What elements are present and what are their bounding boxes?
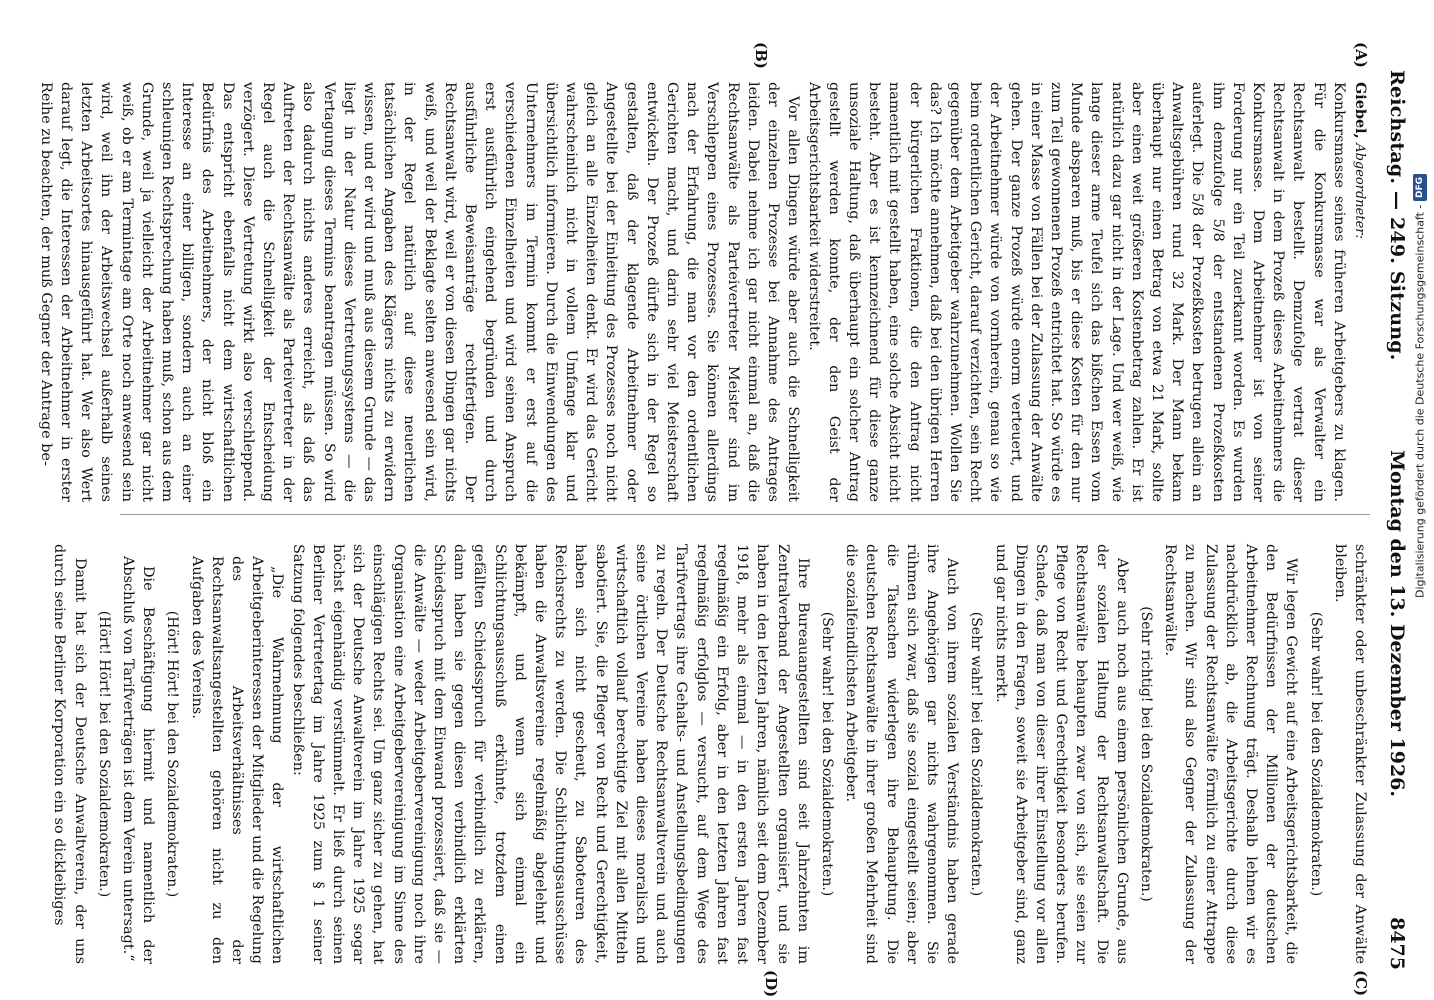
- paragraph: Vor allen Dingen würde aber auch die Schnelligkeit der einzelnen Prozesse bei Annahme des Antrages leiden. Dabei nehme ich gar nicht einmal an, daß die Rechtsanwälte als Parteivertreter Meister sind im Verschleppen eines Prozesses. Sie können allerdings nach der Erfahrung, die man vor den ordentlichen Gerichten macht, und darin sehr viel Meisterschaft entwickeln. Der Prozeß dürfte sich in der Regel so gestalten, daß der klagende Arbeitnehmer oder Angestellte bei der Einleitung des Prozesses noch nicht gleich an alle Einzelheiten denkt. Er wird das Gericht wahrscheinlich nicht in vollem Umfange klar und übersichtlich informieren. Durch die Einwendungen des Unternehmers im Termin kommt er erst auf die verschiedenen Einzelheiten und wird seinen Anspruch erst ausführlich eingehend begründen und durch ausführliche Beweisanträge rechtfertigen. Der Rechtsanwalt wird, weil er von diesen Dingen gar nichts weiß, und weil der Beklagte selten anwesend sein wird, in der Regel natürlich auf diese neuerlichen tatsächlichen Angaben des Klägers nichts zu erwidern wissen, und er wird und muß aus diesem Grunde — das liegt in der Natur dieses Vertretungssystems — die Vertagung dieses Termins beantragen müssen. So wird also dadurch nichts anderes erreicht, als daß das Auftreten der Rechtsanwälte als Parteivertreter in der Regel auch die Schnelligkeit der Entscheidung verzögert. Diese Vertretung wirkt also verschleppend. Das entspricht ebenfalls nicht dem wirtschaftlichen Bedürfnis des Arbeitnehmers, der nicht bloß ein Interesse an einer billigen, sondern auch an einer schleunigen Rechtsprechung haben muß, schon aus dem Grunde, weil ja vielleicht der Arbeitnehmer gar nicht weiß, ob er am Termintage am Orte noch anwesend sein wird, weil ihn der Arbeitswechsel außerhalb seines letzten Arbeitsortes hinausgeführt hat. Wer also Wert darauf legt, die Interessen der Arbeitnehmer in erster Reihe zu beachten, der muß Gegner der Antrage be-: [37, 82, 802, 502]
- quotation: Die Beschäftigung hiermit und namentlich der Abschluß von Tarifverträgen ist dem Verein untersagt.“: [120, 556, 157, 964]
- paragraph: schränkter oder unbeschränkter Zulassung der Anwälte bleiben.: [1331, 544, 1368, 964]
- digitization-credit: [1410, 8, 1430, 598]
- speaker-name: Giebel,: [1352, 82, 1369, 139]
- margin-mark-a: (A): [1352, 42, 1370, 68]
- dfg-logo: DFG: [1413, 174, 1427, 201]
- paragraph: Konkursmasse seines früheren Arbeitgebers zu klagen. Für die Konkursmasse war als Verwalter ein Rechtsanwalt bestellt. Demzufolge vertrat dieser Rechtsanwalt in dem Prozeß dieses Arbeitnehmers die Konkursmasse. Dem Arbeitnehmer ist von seiner Forderung nur ein Teil zuerkannt worden. Es wurden ihm demzufolge 5/8 der entstandenen Prozeßkosten auferlegt. Die 5/8 der Prozeßkosten betrugen allein an Anwaltsgebühren rund 32 Mark. Der Mann bekam überhaupt nur einen Betrag von etwa 21 Mark, sollte aber einen weit größeren Kostenbetrag zahlen. Er ist natürlich dazu gar nicht in der Lage. Und wer weiß, wie lange dieser arme Teufel sich das bißchen Essen vom Munde absparen muß, bis er diese Kosten für den nur zum Teil gewonnenen Prozeß entrichtet hat. So würde es in einer Masse von Fällen bei der Zulassung der Anwälte gehen. Der ganze Prozeß würde enorm verteuert, und der Arbeitnehmer würde von vornherein, genau so wie beim ordentlichen Gericht, darauf verzichten, sein Recht gegenüber dem Arbeitgeber wahrzunehmen. Wollen Sie das? Ich möchte annehmen, daß bei den übrigen Herren der bürgerlichen Fraktionen, die den Antrag nicht namentlich mit gestellt haben, eine solche Absicht nicht besteht. Aber es ist kennzeichnend für diese ganze unsoziale Haltung, daß überhaupt ein solcher Antrag gestellt werden konnte, der den Geist der Arbeitsgerichtsbarkeit widerstreitet.: [805, 82, 1347, 502]
- margin-mark-b: (B): [752, 42, 770, 69]
- interjection: (Sehr wahr! bei den Sozialdemokraten.): [818, 611, 835, 897]
- header-date: Montag den 13. Dezember 1926.: [1386, 450, 1408, 798]
- column-divider: [120, 514, 1370, 515]
- speaker-line: [1349, 82, 1370, 502]
- paragraph: Aber auch noch aus einem persönlichen Grunde, aus der sozialen Haltung der Rechtsanwaltschaft. Die Rechtsanwälte behaupten zwar von sich, sie seien zur Pflege von Recht und Gerechtigkeit besonders berufen. Schade, daß man von dieser ihrer Einstellung vor allen Dingen in den Fragen, soweit sie Arbeitgeber sind, ganz und gar nichts merkt.: [992, 544, 1130, 964]
- margin-mark-c: (C): [1352, 970, 1370, 997]
- interjection: (Sehr wahr! bei den Sozialdemokraten.): [1307, 611, 1324, 897]
- paragraph: Wir legen Gewicht auf eine Arbeitsgerichtsbarkeit, die den Bedürfnissen der Millionen der deutschen Arbeitnehmer Rechnung trägt. Deshalb lehnen wir es nachdrücklich ab, die Arbeitsgerichte durch diese Zulassung der Rechtsanwälte förmlich zu einer Attrappe zu machen. Wir sind also Gegner der Zulassung der Rechtsanwälte.: [1162, 544, 1300, 964]
- interjection: (Sehr wahr! bei den Sozialdemokraten.): [968, 611, 985, 897]
- paragraph: Damit hat sich der Deutsche Anwaltverein, der uns durch seine Berliner Korporation ein so dickleibiges: [51, 544, 88, 964]
- speaker-role: Abgeordneter:: [1352, 143, 1367, 239]
- right-column: [49, 544, 1370, 964]
- header-left: Reichstag. — 249. Sitzung.: [1386, 70, 1408, 361]
- page-number: 8475: [1386, 917, 1408, 970]
- interjection: (Sehr richtig! bei den Sozialdemokraten.): [1137, 606, 1154, 902]
- interjection: (Hört! Hört! bei den Sozialdemokraten.): [164, 610, 181, 898]
- left-column: [36, 82, 1370, 502]
- quotation: „Die Wahrnehmung der wirtschaftlichen Arbeitgeberinteressen der Mitglieder und die Regelung des Arbeitsverhältnisses der Rechtsanwaltsangestellten gehören nicht zu den Aufgaben des Vereins.: [188, 556, 286, 964]
- rotated-page: [37, 42, 1420, 998]
- credit-text: Digitalisierung gefördert durch die Deutsche Forschungsgemeinschaft -: [1413, 204, 1427, 598]
- interjection: (Hört! Hört! bei den Sozialdemokraten.): [95, 610, 112, 898]
- paragraph: Auch von ihrem sozialen Verständnis haben gerade ihre Angehörigen gar nichts wahrgenommen. Sie rühmen sich zwar, daß sie sozial eingestellt seien; aber die Tatsachen widerlegen ihre Behauptung. Die deutschen Rechtsanwälte in ihrer großen Mehrheit sind die sozialfeindlichsten Arbeitgeber.: [843, 544, 961, 964]
- margin-mark-d: (D): [762, 970, 780, 998]
- paragraph: Ihre Bureauangestellten sind seit Jahrzehnten im Zentralverband der Angestellten organisiert, und sie haben in den letzten Jahren, nämlich seit dem Dezember 1918, mehr als einmal — in den ersten Jahren fast regelmäßig ein Erfolg, aber in den letzten Jahren fast regelmäßig erfolglos — versucht, auf dem Wege des Tarifvertrags ihre Gehalts- und Anstellungsbedingungen zu regeln. Der Deutsche Rechtsanwaltverein und auch seine örtlichen Vereine haben dieses moralisch und wirtschaftlich vollauf berechtigte Ziel mit allen Mitteln sabotiert. Sie, die Pfleger von Recht und Gerechtigkeit, haben sich nicht gescheut, zu Saboteuren des Reichsrechts zu werden. Die Schlichtungsausschüsse haben die Anwaltsvereine regelmäßig abgelehnt und bekämpft, und wenn sich einmal ein Schlichtungsausschuß erkühnte, trotzdem einen gefällten Schiedsspruch für verbindlich zu erklären, dann haben sie gegen diesen verbindlich erklärten Schiedsspruch mit dem Einwand prozessiert, daß sie — die Anwälte — weder Arbeitgebervereinigung noch ihre Organisation eine Arbeitgebervereinigung im Sinne des einschlägigen Rechts sei. Um ganz sicher zu gehen, hat sich der Deutsche Anwaltverein im Jahre 1925 sogar höchst eigenhändig verstümmelt. Er ließ durch seinen Berliner Vertretertag im Jahre 1925 zum § 1 seiner Satzung folgendes beschließen:: [289, 544, 811, 964]
